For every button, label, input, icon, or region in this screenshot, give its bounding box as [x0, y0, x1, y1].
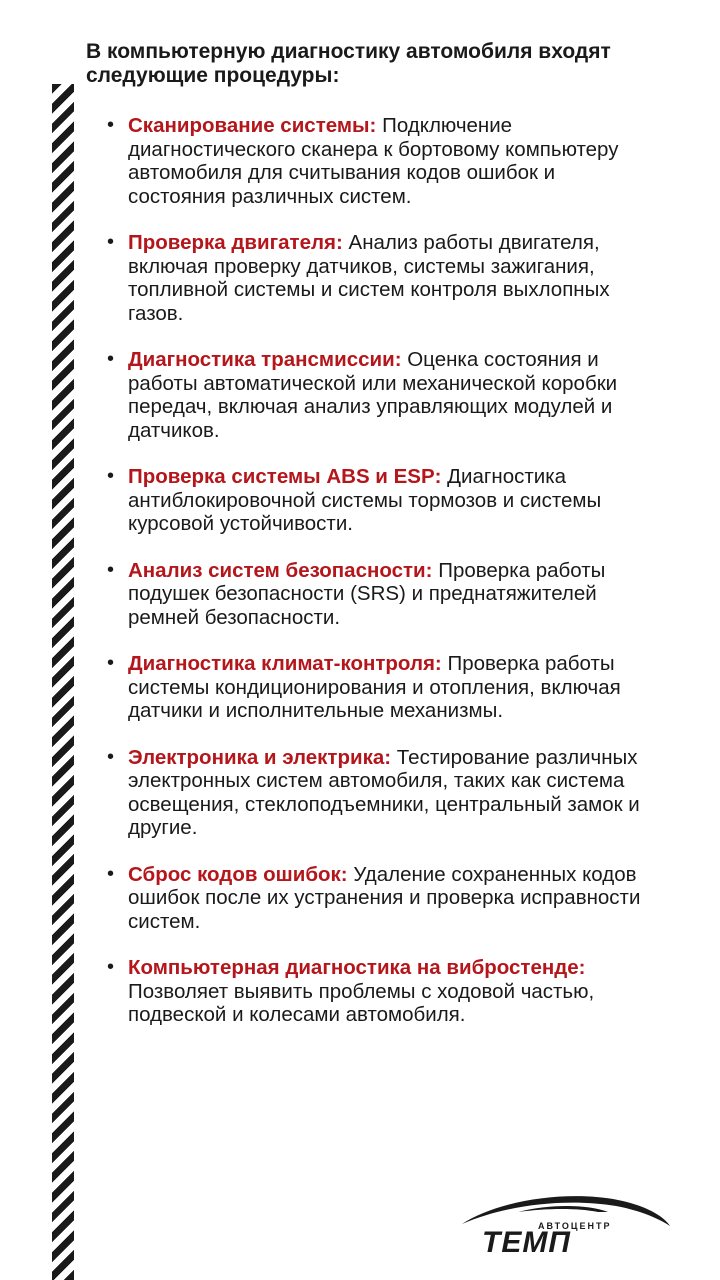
list-item — [100, 559, 645, 630]
bullet-icon: • — [107, 348, 115, 370]
item-text: Проверка работы подушек безопасности (SRS) и преднатяжителей ремней безопасности. — [128, 558, 606, 629]
item-text: Диагностика антиблокировочной системы тормозов и системы курсовой устойчивости. — [128, 465, 602, 535]
list-item — [100, 465, 645, 536]
list-item — [100, 863, 645, 934]
item-title: Компьютерная диагностика на вибростенде: — [128, 956, 586, 979]
item-title: Диагностика климат-контроля: — [128, 652, 442, 675]
list-item — [100, 348, 645, 442]
item-title: Сброс кодов ошибок: — [128, 862, 348, 886]
bullet-icon: • — [107, 652, 115, 674]
brand-logo — [458, 1190, 673, 1260]
bullet-icon: • — [107, 558, 115, 581]
item-text: Оценка состояния и работы автоматической или механической коробки передач, включая анализ управляющих модулей и датчиков. — [128, 348, 618, 442]
bullet-icon: • — [107, 231, 115, 253]
logo-subtitle: АВТОЦЕНТР — [538, 1221, 612, 1231]
item-title: Проверка системы ABS и ESP: — [128, 465, 442, 488]
bullet-icon: • — [107, 465, 115, 487]
bullet-icon: • — [107, 956, 115, 978]
item-text: Позволяет выявить проблемы с ходовой частью, подвеской и колесами автомобиля. — [128, 979, 595, 1026]
item-text: Подключение диагностического сканера к бортовому компьютеру автомобиля для считывания кодов ошибок и состояния различных систем. — [128, 114, 619, 208]
bullet-icon: • — [107, 745, 115, 768]
list-item — [100, 746, 645, 840]
item-text: Удаление сохраненных кодов ошибок после их устранения и проверка исправности систем. — [128, 862, 641, 933]
list-item — [100, 956, 645, 1027]
bullet-icon: • — [107, 114, 115, 136]
intro-heading: В компьютерную диагностику автомобиля входят следующие процедуры: — [86, 40, 611, 87]
list-item — [100, 652, 645, 723]
decorative-stripe-bar — [52, 84, 74, 1280]
bullet-icon: • — [107, 862, 115, 885]
item-text: Проверка работы системы кондиционирования и отопления, включая датчики и исполнительные механизмы. — [128, 652, 621, 722]
item-title: Проверка двигателя: — [128, 231, 343, 254]
item-title: Анализ систем безопасности: — [128, 558, 433, 582]
list-item — [100, 114, 645, 208]
item-text: Тестирование различных электронных систем автомобиля, таких как система освещения, стеклоподъемники, центральный замок и другие. — [128, 745, 640, 839]
logo-name: ТЕМП — [482, 1226, 571, 1259]
item-title: Диагностика трансмиссии: — [128, 348, 402, 371]
item-title: Сканирование системы: — [128, 114, 377, 137]
item-title: Электроника и электрика: — [128, 745, 392, 769]
list-item — [100, 231, 645, 325]
item-text: Анализ работы двигателя, включая проверку датчиков, системы зажигания, топливной системы и систем контроля выхлопных газов. — [128, 231, 610, 325]
procedure-list — [100, 114, 645, 1050]
